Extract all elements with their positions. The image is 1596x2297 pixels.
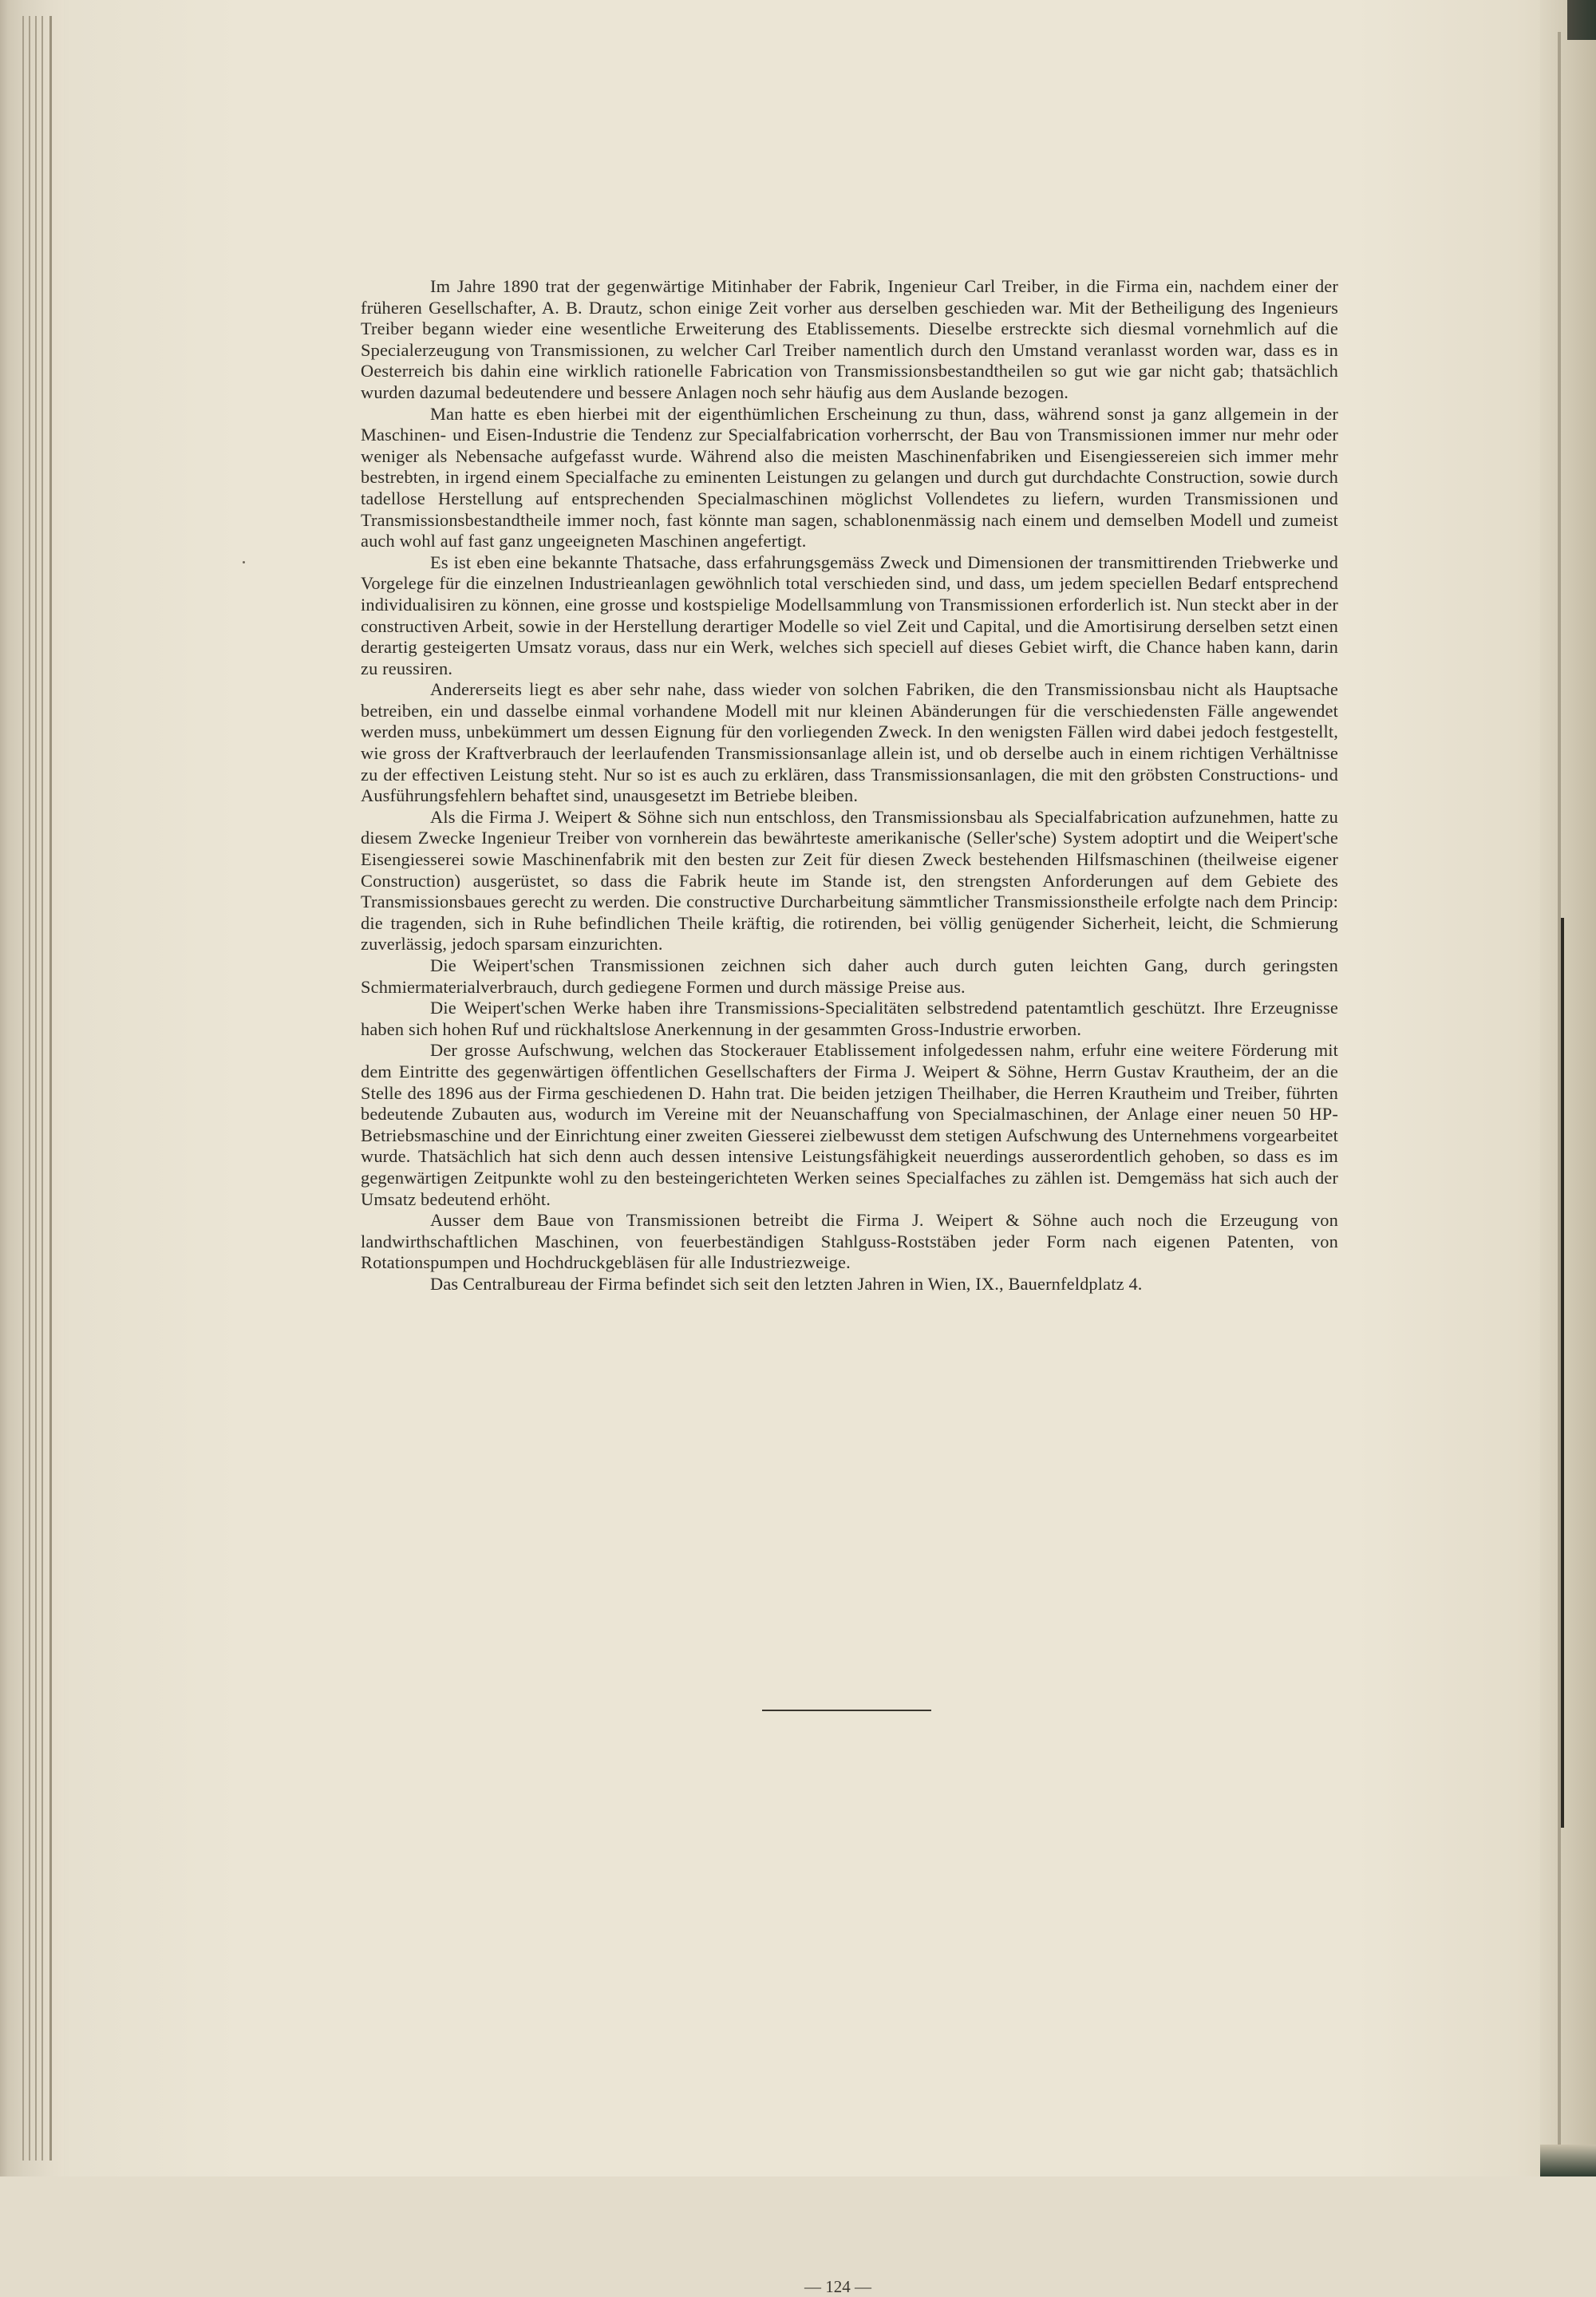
binding-line bbox=[35, 16, 37, 2161]
paragraph: Ausser dem Baue von Transmissionen betreibt die Firma J. Weipert & Söhne auch noch die Erzeugung von landwirthschaftlichen Maschinen, von feuerbeständigen Stahlguss-Roststäben jeder Form nach eigenen Patenten, von Rotationspumpen und Hochdruckgebläsen für alle Industriezweige. bbox=[361, 1210, 1338, 1273]
paragraph: Das Centralbureau der Firma befindet sich seit den letzten Jahren in Wien, IX., Bauernfeldplatz 4. bbox=[430, 1273, 1143, 1294]
paragraph: Die Weipert'schen Transmissionen zeichnen sich daher auch durch guten leichten Gang, durch geringsten Schmiermaterialverbrauch, durch gediegene Formen und durch mässige Preise aus. bbox=[361, 955, 1338, 997]
binding-line bbox=[49, 16, 52, 2161]
binding-line bbox=[22, 16, 24, 2161]
binding-line bbox=[41, 16, 43, 2161]
paragraph: Im Jahre 1890 trat der gegenwärtige Mitinhaber der Fabrik, Ingenieur Carl Treiber, in die Firma ein, nachdem einer der früheren Gesellschafter, A. B. Drautz, schon einige Zeit vorher aus derselben geschieden war. Mit der Betheiligung des Ingenieurs Treiber begann wieder eine wesentliche Erweiterung des Etablissements. Dieselbe erstreckte sich diesmal vornehmlich auf die Specialerzeugung von Transmissionen, zu welcher Carl Treiber namentlich durch den Umstand veranlasst worden war, dass es in Oesterreich bis dahin eine wirklich rationelle Fabrication von Transmissionsbestandtheilen so gut wie gar nicht gab; thatsächlich wurden dazumal bedeutendere und bessere Anlagen noch sehr häufig aus dem Auslande bezogen. bbox=[361, 276, 1338, 402]
book-binding-edge bbox=[0, 0, 64, 2176]
paper-speck bbox=[243, 561, 245, 563]
section-end-rule bbox=[762, 1710, 931, 1711]
paragraph: Der grosse Aufschwung, welchen das Stockerauer Etablissement infolgedessen nahm, erfuhr eine weitere Förderung mit dem Eintritte des gegenwärtigen öffentlichen Gesellschafters der Firma J. Weipert & Söhne, Herrn Gustav Krautheim, der an die Stelle des 1896 aus der Firma geschiedenen D. Hahn trat. Die beiden jetzigen Theilhaber, die Herren Krautheim und Treiber, führten bedeutende Zubauten aus, wodurch im Vereine mit der Neuanschaffung von Specialmaschinen, der Anlage einer neuen 50 HP-Betriebsmaschine und der Einrichtung einer zweiten Giesserei zielbewusst dem stetigen Aufschwung des Unternehmens vorgearbeitet wurde. Thatsächlich hat sich denn auch dessen intensive Leistungsfähigkeit neuerdings ausserordentlich gehoben, so dass es im gegenwärtigen Zeitpunkte wohl zu den besteingerichteten Werken seines Specialfaches zu zählen ist. Demgemäss hat sich auch der Umsatz bedeutend erhöht. bbox=[361, 1040, 1338, 1209]
body-text bbox=[361, 276, 1338, 1295]
book-cover-corner bbox=[1567, 0, 1596, 40]
page-edge-mark bbox=[1561, 918, 1564, 1828]
paragraph: Andererseits liegt es aber sehr nahe, dass wieder von solchen Fabriken, die den Transmissionsbau nicht als Hauptsache betreiben, ein und dasselbe einmal vorhandene Modell mit nur kleinen Abänderungen für die verschiedensten Fälle angewendet werden muss, unbekümmert um dessen Eignung für den vorliegenden Zweck. In den wenigsten Fällen wird dabei jedoch festgestellt, wie gross der Kraftverbrauch der leerlaufenden Transmissionsanlage allein ist, und ob derselbe auch in einem richtigen Verhältnisse zu der effectiven Leistung steht. Nur so ist es auch zu erklären, dass Transmissionsanlagen, die mit den gröbsten Constructions- und Ausführungsfehlern behaftet sind, unausgesetzt im Betriebe bleiben. bbox=[361, 679, 1338, 806]
binding-line bbox=[29, 16, 30, 2161]
paragraph: Als die Firma J. Weipert & Söhne sich nun entschloss, den Transmissionsbau als Specialfabrication aufzunehmen, hatte zu diesem Zwecke Ingenieur Treiber von vornherein das bewährteste amerikanische (Seller'sche) System adoptirt und die Weipert'sche Eisengiesserei sowie Maschinenfabrik mit den besten zur Zeit für diesen Zweck bestehenden Hilfsmaschinen (theilweise eigener Construction) ausgerüstet, so dass die Fabrik heute im Stande ist, den strengsten Anforderungen auf dem Gebiete des Transmissionsbaues gerecht zu werden. Die constructive Durcharbeitung sämmtlicher Transmissionstheile erfolgte nach dem Princip: die tragenden, sich in Ruhe befindlichen Theile kräftig, die rotirenden, bei völlig genügender Sicherheit, leicht, die Schmierung zuverlässig, jedoch sparsam einzurichten. bbox=[361, 806, 1338, 955]
book-right-edge bbox=[1540, 0, 1596, 2176]
paragraph: Man hatte es eben hierbei mit der eigenthümlichen Erscheinung zu thun, dass, während sonst ja ganz allgemein in der Maschinen- und Eisen-Industrie die Tendenz zur Specialfabrication vorherrscht, der Bau von Transmissionen immer nur mehr oder weniger als Nebensache aufgefasst wurde. Während also die meisten Maschinenfabriken und Eisengiessereien sich immer mehr bestrebten, in irgend einem Specialfache zu eminenten Leistungen zu gelangen und durch gut durchdachte Construction, sowie durch tadellose Herstellung auf entsprechenden Specialmaschinen möglichst Vollendetes zu liefern, wurden Transmissionen und Transmissionsbestandtheile immer noch, fast könnte man sagen, schablonenmässig nach einem und demselben Modell und zumeist auch wohl auf fast ganz ungeeigneten Maschinen angefertigt. bbox=[361, 403, 1338, 552]
paragraph: Die Weipert'schen Werke haben ihre Transmissions-Specialitäten selbstredend patentamtlich geschützt. Ihre Erzeugnisse haben sich hohen Ruf und rückhaltslose Anerkennung in der gesammten Gross-Industrie erworben. bbox=[361, 998, 1338, 1039]
page-number: — 124 — bbox=[804, 2277, 871, 2296]
paragraph: Es ist eben eine bekannte Thatsache, dass erfahrungsgemäss Zweck und Dimensionen der transmittirenden Triebwerke und Vorgelege für die einzelnen Industrieanlagen gewöhnlich total verschieden sind, und dass, um jedem speciellen Bedarf entsprechend individualisiren zu können, eine grosse und kostspielige Modellsammlung von Transmissionen erforderlich ist. Nun steckt aber in der constructiven Arbeit, sowie in der Herstellung derartiger Modelle so viel Zeit und Capital, und die Amortisirung derselben setzt einen derartig gesteigerten Umsatz voraus, dass nur ein Werk, welches sich speciell auf dieses Gebiet wirft, die Chance haben kann, darin zu reussiren. bbox=[361, 552, 1338, 678]
book-cover-bottom-corner bbox=[1540, 2145, 1596, 2176]
